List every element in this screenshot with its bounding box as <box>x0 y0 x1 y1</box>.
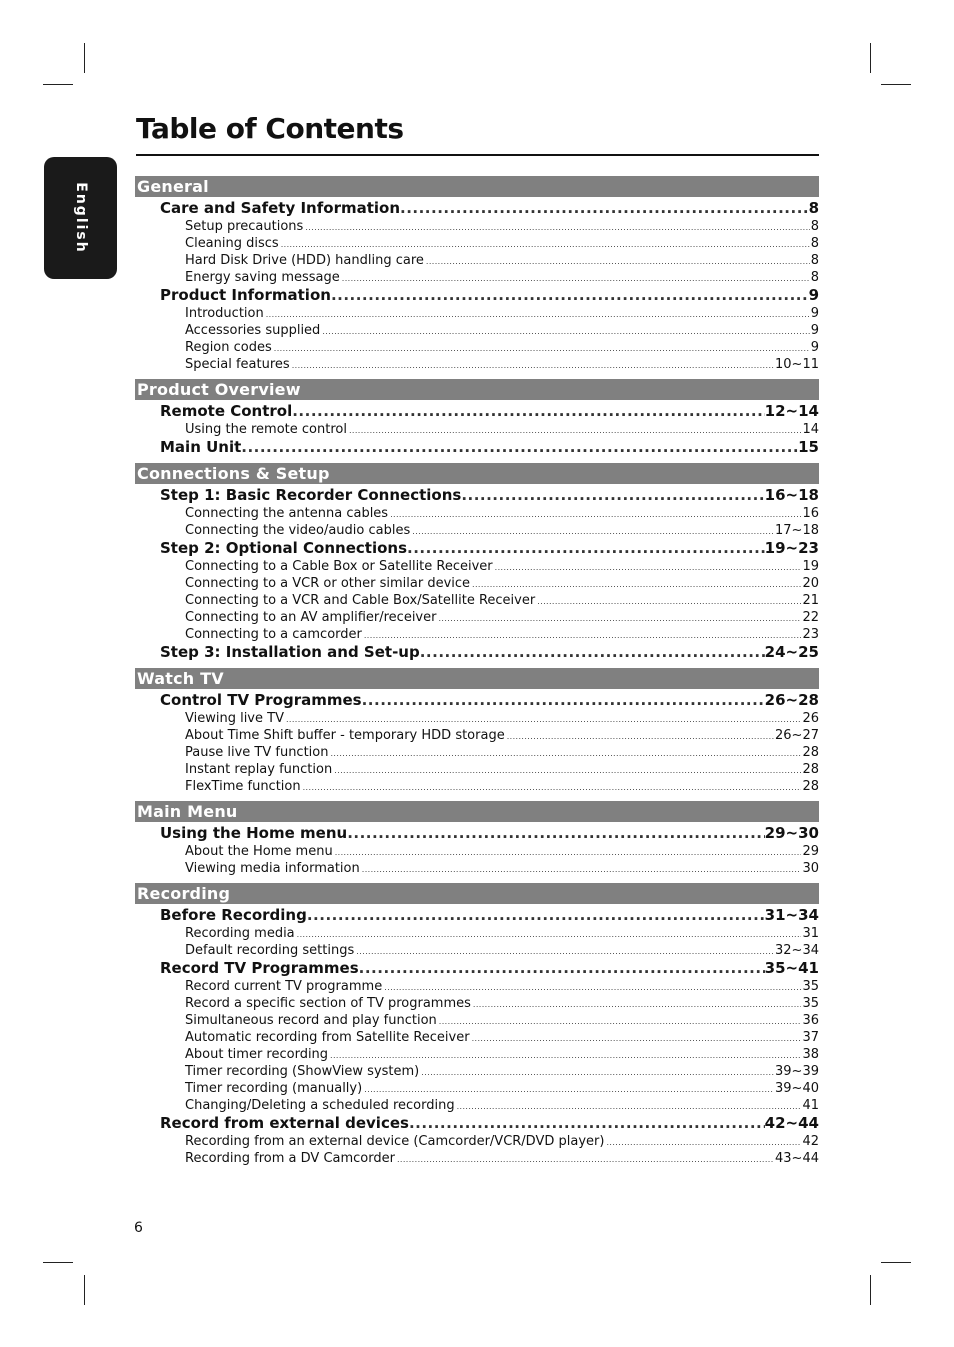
dot-leader <box>362 691 765 710</box>
crop-mark <box>84 43 85 73</box>
dot-leader <box>426 253 810 270</box>
dot-leader <box>241 438 798 457</box>
dot-leader <box>307 906 765 925</box>
dot-leader <box>397 1151 774 1168</box>
toc-sub-entry <box>135 925 819 942</box>
entry-label: Connecting the antenna cables <box>185 506 389 521</box>
entry-page: 43~44 <box>775 1151 819 1166</box>
entry-page: 23 <box>802 627 819 642</box>
entry-label: Simultaneous record and play function <box>185 1013 437 1028</box>
entry-page: 35 <box>802 996 819 1011</box>
entry-page: 9 <box>808 286 819 304</box>
section-heading: Recording <box>135 883 819 904</box>
toc-sub-entry <box>135 1150 819 1167</box>
toc-sub-entry <box>135 727 819 744</box>
entry-page: 9 <box>810 306 819 321</box>
entry-label: Connecting to a VCR and Cable Box/Satellite Receiver <box>185 593 536 608</box>
entry-label: Setup precautions <box>185 219 304 234</box>
entry-label: Special features <box>185 357 290 372</box>
dot-leader <box>407 539 765 558</box>
toc-sub-entry <box>135 978 819 995</box>
toc-sub-entry <box>135 339 819 356</box>
entry-label: Pause live TV function <box>185 745 329 760</box>
entry-page: 39~39 <box>775 1064 819 1079</box>
dot-leader <box>390 506 801 523</box>
entry-page: 37 <box>802 1030 819 1045</box>
section-heading: Connections & Setup <box>135 463 819 484</box>
toc-sub-entry <box>135 1133 819 1150</box>
entry-page: 26~28 <box>764 691 819 709</box>
toc-main-entry <box>135 824 819 843</box>
entry-label: Care and Safety Information <box>160 199 401 217</box>
section-heading: General <box>135 176 819 197</box>
entry-page: 42~44 <box>764 1114 819 1132</box>
entry-page: 42 <box>802 1134 819 1149</box>
entry-label: Default recording settings <box>185 943 355 958</box>
entry-label: Step 3: Installation and Set-up <box>160 643 420 661</box>
entry-page: 12~14 <box>764 402 819 420</box>
toc-section <box>135 176 819 373</box>
dot-leader <box>334 762 801 779</box>
entry-page: 31 <box>802 926 819 941</box>
toc-main-entry <box>135 691 819 710</box>
dot-leader <box>472 576 801 593</box>
entry-label: Introduction <box>185 306 264 321</box>
toc-sub-entry <box>135 744 819 761</box>
toc-main-entry <box>135 402 819 421</box>
toc-sub-entry <box>135 592 819 609</box>
entry-page: 16 <box>802 506 819 521</box>
dot-leader <box>364 1081 774 1098</box>
entry-label: About timer recording <box>185 1047 329 1062</box>
entry-label: Timer recording (manually) <box>185 1081 363 1096</box>
entry-page: 8 <box>810 253 819 268</box>
dot-leader <box>438 610 801 627</box>
toc-sub-entry <box>135 522 819 539</box>
toc-sub-entry <box>135 1063 819 1080</box>
dot-leader <box>330 745 801 762</box>
dot-leader <box>400 199 809 218</box>
entry-label: Changing/Deleting a scheduled recording <box>185 1098 455 1113</box>
entry-label: Step 1: Basic Recorder Connections <box>160 486 462 504</box>
dot-leader <box>421 1064 774 1081</box>
entry-label: Connecting to a Cable Box or Satellite Receiver <box>185 559 493 574</box>
dot-leader <box>274 340 810 357</box>
toc-sub-entry <box>135 761 819 778</box>
toc-main-entry <box>135 486 819 505</box>
toc-sub-entry <box>135 1012 819 1029</box>
toc-sub-entry <box>135 421 819 438</box>
dot-leader <box>439 1013 802 1030</box>
toc-sub-entry <box>135 505 819 522</box>
toc-sub-entry <box>135 356 819 373</box>
entry-label: Accessories supplied <box>185 323 321 338</box>
entry-label: Region codes <box>185 340 272 355</box>
entry-page: 28 <box>802 745 819 760</box>
dot-leader <box>420 643 765 662</box>
dot-leader <box>297 926 802 943</box>
entry-label: Viewing media information <box>185 861 360 876</box>
section-heading: Main Menu <box>135 801 819 822</box>
entry-label: Instant replay function <box>185 762 333 777</box>
dot-leader <box>335 844 802 861</box>
entry-label: Automatic recording from Satellite Receiver <box>185 1030 470 1045</box>
crop-mark <box>870 43 871 73</box>
toc-sub-entry <box>135 235 819 252</box>
toc-main-entry <box>135 199 819 218</box>
entry-label: Record current TV programme <box>185 979 383 994</box>
entry-label: Record from external devices <box>160 1114 409 1132</box>
entry-page: 32~34 <box>775 943 819 958</box>
entry-label: Step 2: Optional Connections <box>160 539 407 557</box>
dot-leader <box>322 323 809 340</box>
dot-leader <box>305 219 809 236</box>
toc-main-entry <box>135 643 819 662</box>
dot-leader <box>461 486 764 505</box>
table-of-contents <box>135 176 819 1173</box>
entry-label: Before Recording <box>160 906 307 924</box>
dot-leader <box>286 711 801 728</box>
toc-sub-entry <box>135 1080 819 1097</box>
dot-leader <box>507 728 774 745</box>
toc-sub-entry <box>135 942 819 959</box>
dot-leader <box>342 270 810 287</box>
dot-leader <box>331 286 809 305</box>
entry-label: Recording media <box>185 926 295 941</box>
entry-page: 26~27 <box>775 728 819 743</box>
entry-label: Record a specific section of TV programmes <box>185 996 471 1011</box>
entry-page: 28 <box>802 779 819 794</box>
dot-leader <box>473 996 802 1013</box>
page-number: 6 <box>134 1220 143 1236</box>
toc-sub-entry <box>135 778 819 795</box>
dot-leader <box>362 861 802 878</box>
entry-label: Recording from an external device (Camcorder/VCR/DVD player) <box>185 1134 605 1149</box>
toc-sub-entry <box>135 995 819 1012</box>
entry-label: Connecting to an AV amplifier/receiver <box>185 610 437 625</box>
entry-page: 14 <box>802 422 819 437</box>
dot-leader <box>347 824 764 843</box>
toc-sub-entry <box>135 269 819 286</box>
toc-sub-entry <box>135 305 819 322</box>
entry-label: Cleaning discs <box>185 236 279 251</box>
dot-leader <box>292 357 774 374</box>
entry-page: 35 <box>802 979 819 994</box>
toc-section <box>135 801 819 877</box>
entry-page: 9 <box>810 323 819 338</box>
dot-leader <box>303 779 802 796</box>
dot-leader <box>349 422 801 439</box>
entry-label: About the Home menu <box>185 844 333 859</box>
entry-label: Record TV Programmes <box>160 959 359 977</box>
entry-page: 29 <box>802 844 819 859</box>
dot-leader <box>409 1114 765 1133</box>
section-heading: Watch TV <box>135 668 819 689</box>
entry-label: Control TV Programmes <box>160 691 362 709</box>
dot-leader <box>472 1030 802 1047</box>
entry-page: 38 <box>802 1047 819 1062</box>
entry-page: 8 <box>810 270 819 285</box>
toc-sub-entry <box>135 575 819 592</box>
toc-main-entry <box>135 286 819 305</box>
toc-main-entry <box>135 906 819 925</box>
entry-page: 8 <box>808 199 819 217</box>
crop-mark <box>43 1262 73 1263</box>
entry-label: Product Information <box>160 286 331 304</box>
entry-page: 39~40 <box>775 1081 819 1096</box>
entry-label: Main Unit <box>160 438 242 456</box>
entry-label: Hard Disk Drive (HDD) handling care <box>185 253 424 268</box>
entry-page: 20 <box>802 576 819 591</box>
dot-leader <box>266 306 810 323</box>
entry-page: 29~30 <box>764 824 819 842</box>
toc-main-entry <box>135 1114 819 1133</box>
toc-sub-entry <box>135 1097 819 1114</box>
toc-sub-entry <box>135 710 819 727</box>
crop-mark <box>870 1275 871 1305</box>
entry-label: Timer recording (ShowView system) <box>185 1064 420 1079</box>
dot-leader <box>412 523 774 540</box>
toc-sub-entry <box>135 1029 819 1046</box>
crop-mark <box>43 84 73 85</box>
entry-page: 24~25 <box>764 643 819 661</box>
entry-page: 30 <box>802 861 819 876</box>
entry-label: About Time Shift buffer - temporary HDD storage <box>185 728 505 743</box>
toc-sub-entry <box>135 218 819 235</box>
dot-leader <box>359 959 765 978</box>
entry-page: 19~23 <box>764 539 819 557</box>
entry-page: 15 <box>798 438 819 456</box>
language-tab <box>44 157 117 279</box>
dot-leader <box>457 1098 802 1115</box>
entry-label: Energy saving message <box>185 270 340 285</box>
entry-page: 17~18 <box>775 523 819 538</box>
entry-label: Connecting to a VCR or other similar device <box>185 576 471 591</box>
toc-section <box>135 463 819 662</box>
entry-page: 36 <box>802 1013 819 1028</box>
entry-page: 8 <box>810 236 819 251</box>
dot-leader <box>292 402 764 421</box>
entry-page: 16~18 <box>764 486 819 504</box>
toc-section <box>135 668 819 795</box>
toc-sub-entry <box>135 860 819 877</box>
toc-sub-entry <box>135 843 819 860</box>
toc-sub-entry <box>135 558 819 575</box>
crop-mark <box>84 1275 85 1305</box>
entry-label: Using the remote control <box>185 422 347 437</box>
entry-page: 26 <box>802 711 819 726</box>
dot-leader <box>606 1134 801 1151</box>
entry-label: Viewing live TV <box>185 711 284 726</box>
toc-sub-entry <box>135 1046 819 1063</box>
dot-leader <box>364 627 802 644</box>
entry-page: 8 <box>810 219 819 234</box>
entry-label: Recording from a DV Camcorder <box>185 1151 395 1166</box>
page-title: Table of Contents <box>136 112 404 145</box>
toc-main-entry <box>135 959 819 978</box>
entry-page: 31~34 <box>764 906 819 924</box>
dot-leader <box>330 1047 801 1064</box>
dot-leader <box>495 559 802 576</box>
toc-sub-entry <box>135 322 819 339</box>
toc-main-entry <box>135 539 819 558</box>
toc-main-entry <box>135 438 819 457</box>
title-rule <box>136 154 819 156</box>
entry-page: 35~41 <box>764 959 819 977</box>
toc-section <box>135 883 819 1167</box>
toc-sub-entry <box>135 609 819 626</box>
entry-page: 22 <box>802 610 819 625</box>
entry-label: Remote Control <box>160 402 293 420</box>
entry-page: 19 <box>802 559 819 574</box>
toc-section <box>135 379 819 457</box>
entry-page: 41 <box>802 1098 819 1113</box>
entry-page: 21 <box>802 593 819 608</box>
dot-leader <box>537 593 801 610</box>
entry-label: Connecting to a camcorder <box>185 627 362 642</box>
entry-label: FlexTime function <box>185 779 301 794</box>
dot-leader <box>281 236 810 253</box>
entry-page: 28 <box>802 762 819 777</box>
entry-page: 10~11 <box>775 357 819 372</box>
toc-sub-entry <box>135 252 819 269</box>
entry-label: Using the Home menu <box>160 824 348 842</box>
language-tab-label: English <box>72 182 89 254</box>
entry-page: 9 <box>810 340 819 355</box>
entry-label: Connecting the video/audio cables <box>185 523 411 538</box>
toc-sub-entry <box>135 626 819 643</box>
section-heading: Product Overview <box>135 379 819 400</box>
crop-mark <box>881 1262 911 1263</box>
dot-leader <box>356 943 774 960</box>
dot-leader <box>384 979 801 996</box>
crop-mark <box>881 84 911 85</box>
